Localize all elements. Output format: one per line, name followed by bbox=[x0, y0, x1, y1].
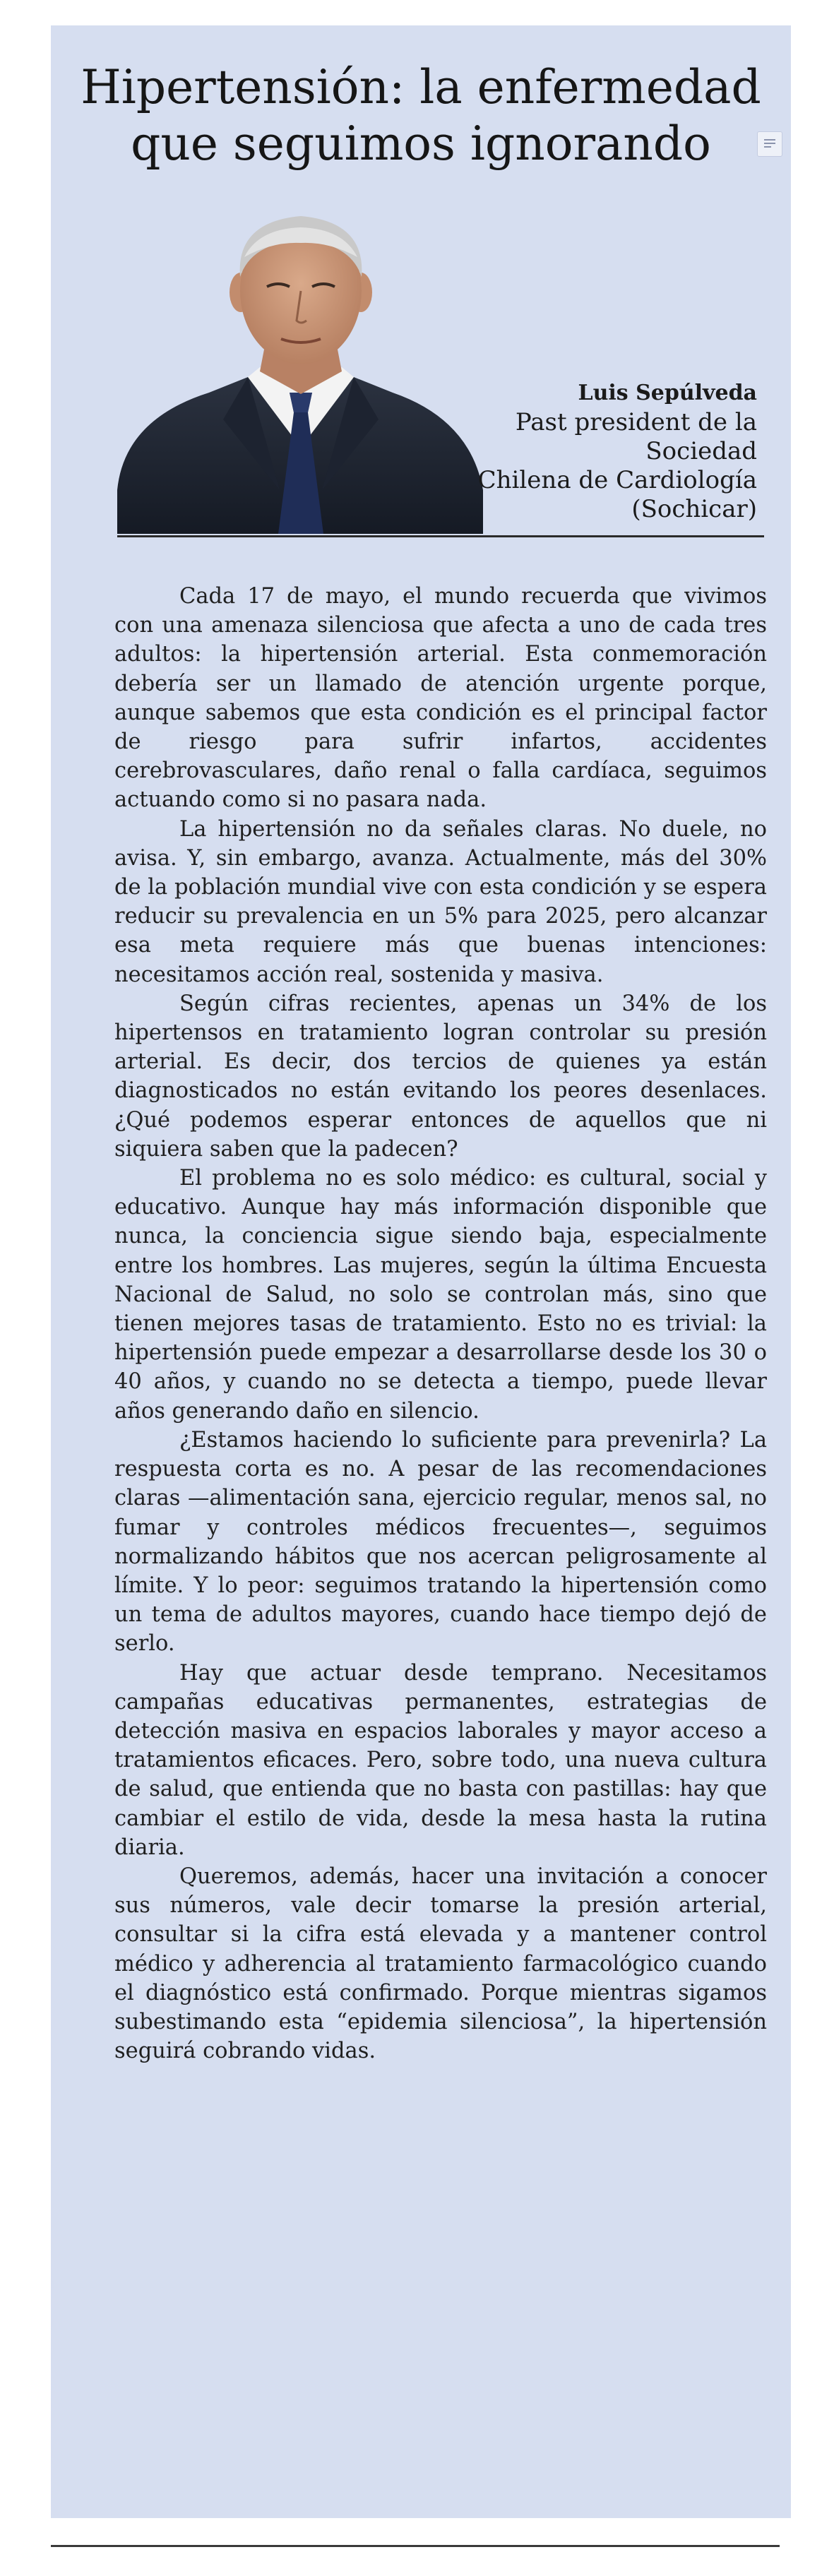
author-role-line-1: Past president de la Sociedad bbox=[515, 408, 757, 465]
author-portrait bbox=[117, 208, 484, 534]
paragraph-7: Queremos, además, hacer una invitación a conocer sus números, vale decir tomarse la presión arterial, consultar si la cifra está elevada y a mantener control médico y adherencia al tratamiento farmacológico cuando el diagnóstico está confirmado. Porque mientras sigamos subestimando esta “epidemia silenciosa”, la hipertensión seguirá cobrando vidas. bbox=[114, 1864, 767, 2064]
article-panel bbox=[51, 25, 791, 2518]
paragraph-2: La hipertensión no da señales claras. No duele, no avisa. Y, sin embargo, avanza. Actualmente, más del 30% de la población mundial vive con esta condición y se espera reducir su prevalencia en un 5% para 2025, pero alcanzar esa meta requiere más que buenas intenciones: necesitamos acción real, sostenida y masiva. bbox=[114, 816, 767, 987]
page-bottom-divider bbox=[51, 2545, 780, 2547]
paragraph-4: El problema no es solo médico: es cultural, social y educativo. Aunque hay más información disponible que nunca, la conciencia sigue siendo baja, especialmente entre los hombres. Las mujeres, según la última Encuesta Nacional de Salud, no solo se controlan más, sino que tienen mejores tasas de tratamiento. Esto no es trivial: la hipertensión puede empezar a desarrollarse desde los 30 o 40 años, y cuando no se detecta a tiempo, puede llevar años generando daño en silencio. bbox=[114, 1166, 767, 1424]
author-role-line-2: Chilena de Cardiología bbox=[477, 466, 757, 494]
title-line-2: que seguimos ignorando bbox=[131, 117, 711, 171]
paragraph-6: Hay que actuar desde temprano. Necesitamos campañas educativas permanentes, estrategias de detección masiva en espacios laborales y mayor acceso a tratamientos eficaces. Pero, sobre todo, una nueva cultura de salud, que entienda que no basta con pastillas: hay que cambiar el estilo de vida, desde la mesa hasta la rutina diaria. bbox=[114, 1660, 767, 1860]
article-body bbox=[114, 582, 767, 2065]
author-name: Luis Sepúlveda bbox=[578, 381, 757, 405]
paragraph-3: Según cifras recientes, apenas un 34% de los hipertensos en tratamiento logran controlar su presión arterial. Es decir, dos tercios de quienes ya están diagnosticados no están evitando los peores desenlaces. ¿Qué podemos esperar entonces de aquellos que ni siquiera saben que la padecen? bbox=[114, 991, 767, 1162]
author-role-line-3: (Sochicar) bbox=[631, 495, 757, 523]
article-title bbox=[51, 59, 791, 172]
byline-divider bbox=[117, 535, 764, 537]
title-line-1: Hipertensión: la enfermedad bbox=[81, 60, 761, 114]
paragraph-5: ¿Estamos haciendo lo suficiente para prevenirla? La respuesta corta es no. A pesar de las recomendaciones claras —alimentación sana, ejercicio regular, menos sal, no fumar y controles médicos frecuentes—, seguimos normalizando hábitos que nos acercan peligrosamente al límite. Y lo peor: seguimos tratando la hipertensión como un tema de adultos mayores, cuando hace tiempo dejó de serlo. bbox=[114, 1427, 767, 1657]
paragraph-1: Cada 17 de mayo, el mundo recuerda que vivimos con una amenaza silenciosa que afecta a uno de cada tres adultos: la hipertensión arterial. Esta conmemoración debería ser un llamado de atención urgente porque, aunque sabemos que esta condición es el principal factor de riesgo para sufrir infartos, accidentes cerebrovasculares, daño renal o falla cardíaca, seguimos actuando como si no pasara nada. bbox=[114, 584, 767, 813]
qr-code-icon bbox=[757, 131, 782, 157]
author-byline bbox=[446, 378, 757, 524]
